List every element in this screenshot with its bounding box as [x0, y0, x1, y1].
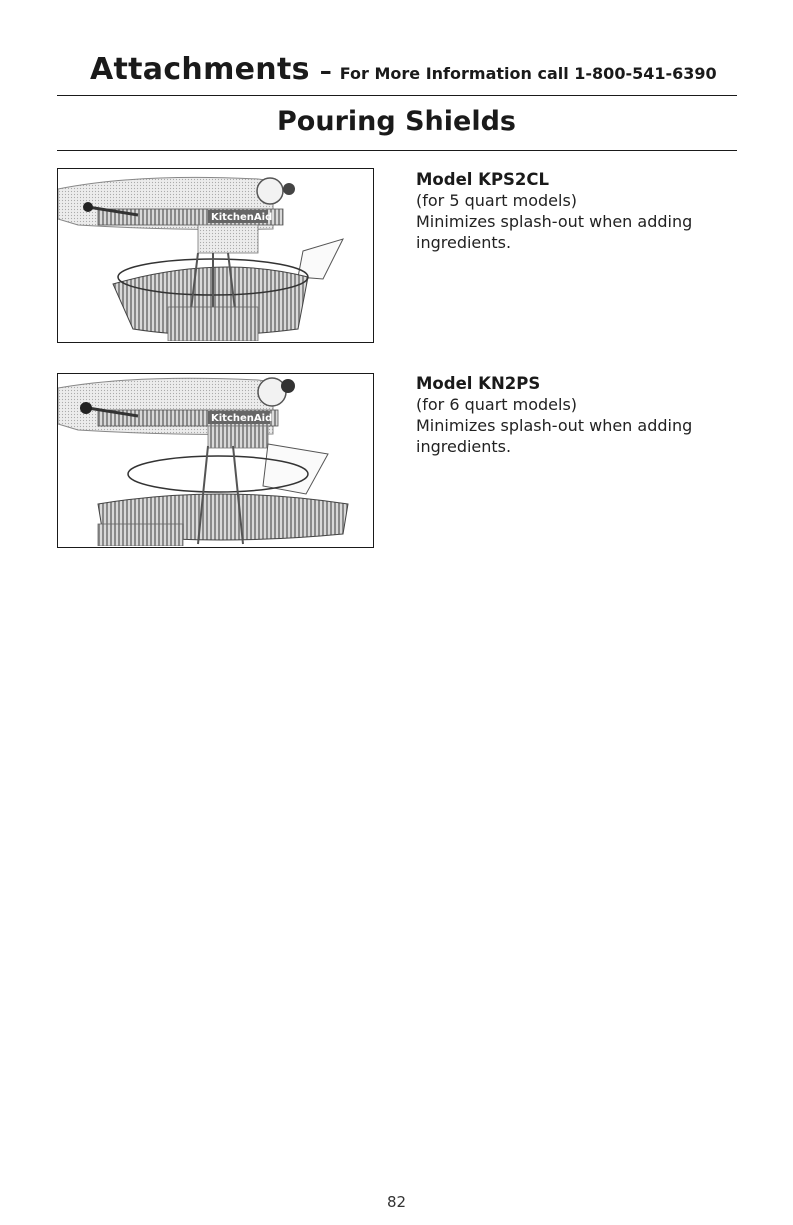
header-rule — [57, 95, 737, 96]
svg-text:KitchenAid: KitchenAid — [211, 212, 273, 223]
svg-text:KitchenAid: KitchenAid — [211, 413, 273, 424]
description-line: ingredients. — [416, 233, 512, 252]
brand-logo-mark — [208, 411, 272, 424]
product-kn2ps — [416, 373, 746, 457]
section-rule — [57, 150, 737, 151]
page-header — [90, 52, 717, 87]
capacity-note: (for 5 quart models) — [416, 191, 578, 210]
description-line: ingredients. — [416, 437, 512, 456]
mixer-photo-kn2ps — [57, 373, 374, 548]
mixer-illustration — [58, 374, 372, 546]
description-line: Minimizes splash-out when adding — [416, 212, 693, 231]
section-title: Pouring Shields — [277, 106, 516, 137]
header-subtitle: For More Information call 1-800-541-6390 — [339, 64, 717, 83]
page-number: 82 — [386, 1193, 407, 1211]
model-name: Model KPS2CL — [416, 170, 550, 189]
brand-logo-mark — [208, 210, 272, 223]
mixer-photo-kps2cl — [57, 168, 374, 343]
model-name: Model KN2PS — [416, 374, 541, 393]
description-line: Minimizes splash-out when adding — [416, 416, 693, 435]
header-dash: – — [319, 57, 332, 85]
header-title: Attachments — [90, 52, 310, 87]
mixer-illustration — [58, 169, 372, 341]
capacity-note: (for 6 quart models) — [416, 395, 578, 414]
product-kps2cl — [416, 169, 746, 253]
